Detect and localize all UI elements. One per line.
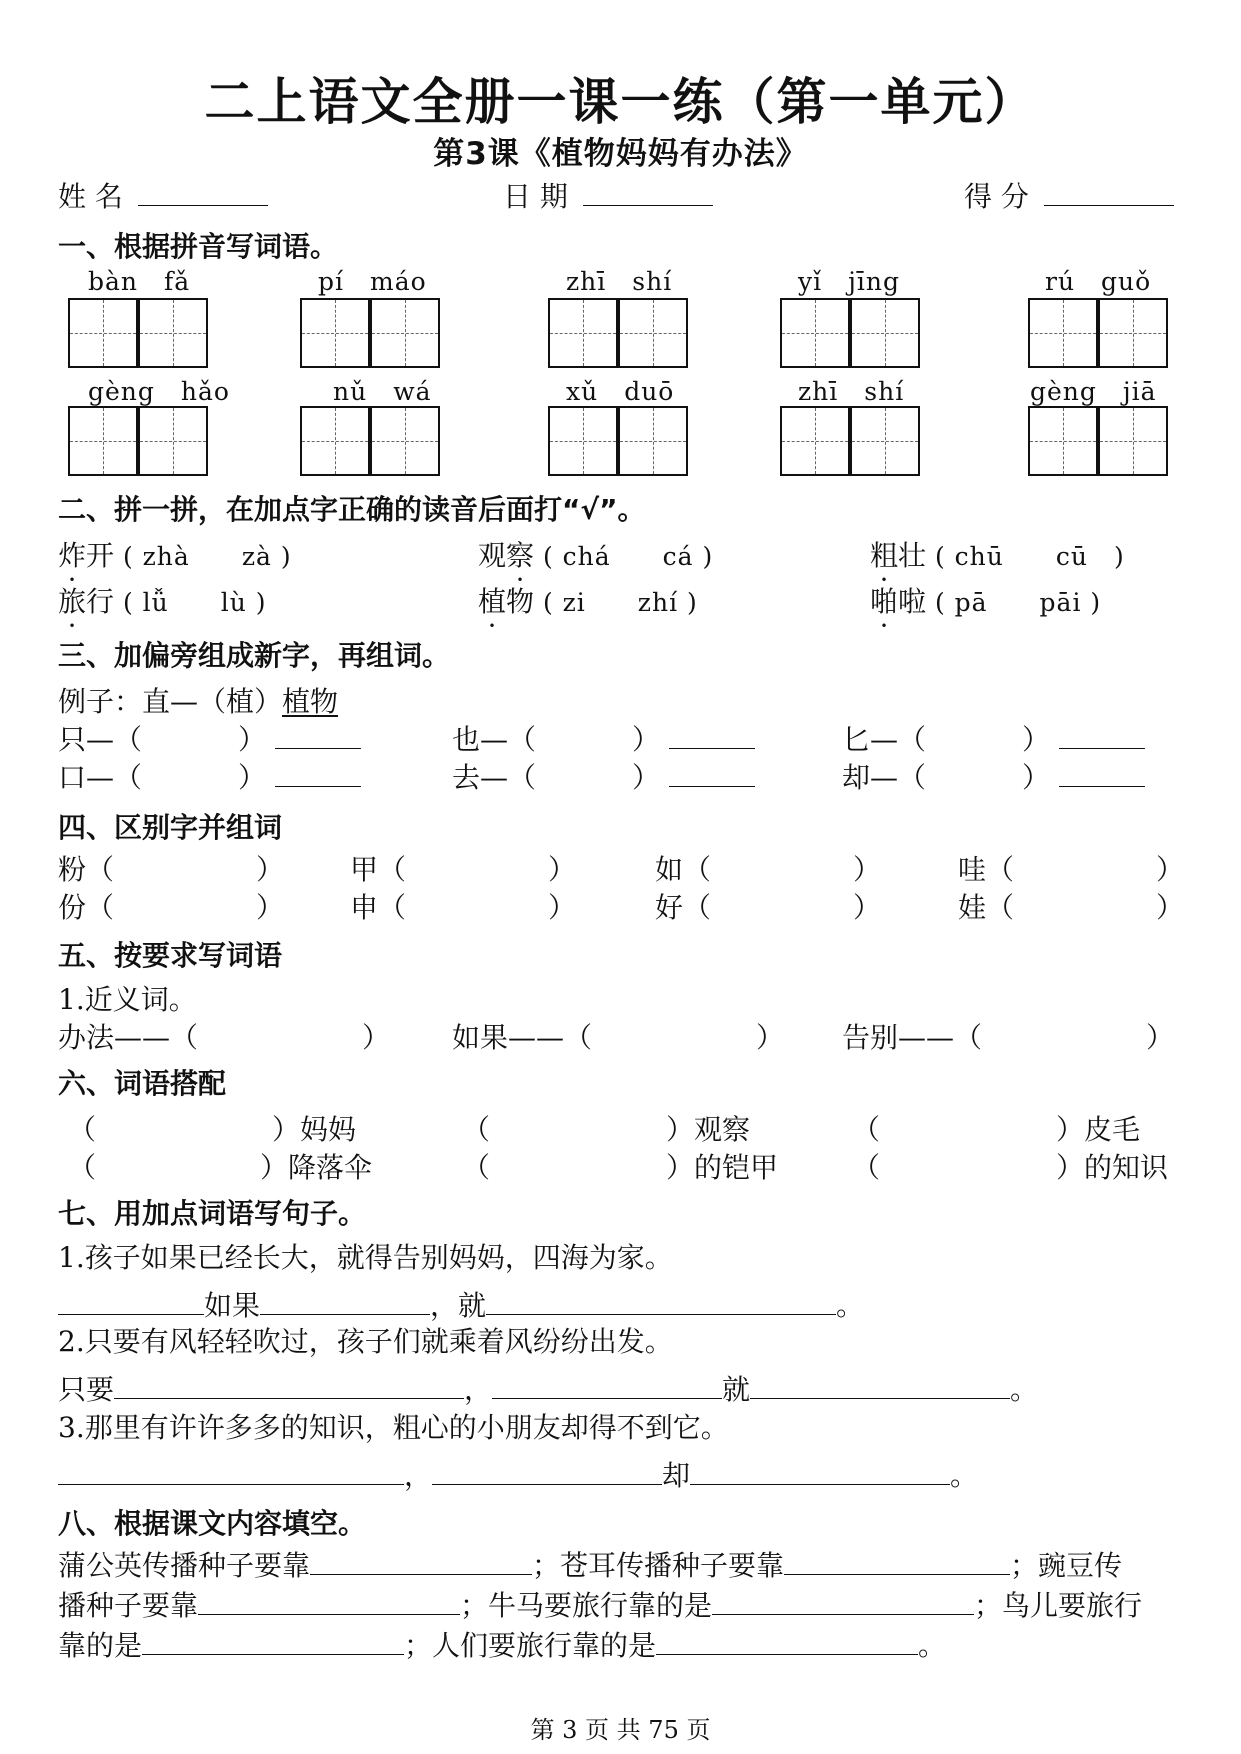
collocation-item: （ ）降落伞: [68, 1151, 373, 1184]
writing-grid[interactable]: [548, 406, 618, 476]
writing-grid[interactable]: [300, 298, 370, 368]
radical-item: 却—（ ）: [842, 756, 1145, 796]
writing-grid[interactable]: [780, 406, 850, 476]
writing-grid[interactable]: [1098, 298, 1168, 368]
char-compare-item: 粉（ ）: [58, 853, 285, 886]
example-word: 植物: [282, 685, 339, 718]
radical-item: 也—（ ）: [452, 718, 755, 758]
dotted-char: 炸: [58, 539, 87, 572]
reading-options[interactable]: ( chū cū ): [934, 542, 1125, 571]
reading-item: 植物 ( zi zhí ): [478, 585, 698, 618]
fill-line: 播种子要靠 ；牛马要旅行靠的是 ；鸟儿要旅行: [58, 1584, 1142, 1624]
synonym-item: 告别——（ ）: [842, 1021, 1175, 1054]
pinyin-label: zhī shí: [798, 377, 905, 406]
lesson-subtitle: 第3课《植物妈妈有办法》: [433, 136, 808, 172]
sentence-question-3: 3.那里有许许多多的知识，粗心的小朋友却得不到它。: [58, 1411, 729, 1444]
writing-grid[interactable]: [370, 298, 440, 368]
char-compare-item: 申（ ）: [350, 891, 577, 924]
pinyin-label: zhī shí: [566, 267, 673, 296]
page-number: 第 3 页 共 75 页: [530, 1716, 711, 1744]
char-compare-item: 如（ ）: [655, 853, 882, 886]
writing-grid[interactable]: [780, 298, 850, 368]
reading-options[interactable]: ( lǚ lù ): [122, 588, 267, 617]
sentence-answer-3: ， 却 。: [58, 1454, 978, 1494]
score-label: 得 分: [964, 180, 1029, 213]
pinyin-label: bàn fǎ: [88, 267, 191, 296]
date-blank[interactable]: [583, 177, 713, 206]
word-blank[interactable]: [669, 758, 755, 787]
section-7-title: 七、用加点词语写句子。: [58, 1197, 367, 1230]
pinyin-label: yǐ jīng: [798, 267, 900, 296]
writing-grid[interactable]: [68, 298, 138, 368]
section-1-title: 一、根据拼音写词语。: [58, 230, 339, 263]
collocation-item: （ ）妈妈: [68, 1113, 357, 1146]
reading-options[interactable]: ( zi zhí ): [542, 588, 698, 617]
name-label: 姓 名: [58, 180, 123, 213]
writing-grid[interactable]: [618, 406, 688, 476]
writing-grid[interactable]: [68, 406, 138, 476]
dotted-char: 啪: [870, 585, 899, 618]
writing-grid[interactable]: [138, 406, 208, 476]
pinyin-label: pí máo: [318, 267, 427, 296]
radical-item: 去—（ ）: [452, 756, 755, 796]
char-compare-item: 娃（ ）: [958, 891, 1185, 924]
dotted-char: 粗: [870, 539, 899, 572]
section-4-title: 四、区别字并组词: [58, 811, 283, 844]
date-label: 日 期: [503, 180, 568, 213]
collocation-item: （ ）的知识: [852, 1151, 1169, 1184]
reading-options[interactable]: ( chá cá ): [542, 542, 714, 571]
pinyin-label: nǔ wá: [333, 377, 432, 406]
synonym-item: 如果——（ ）: [452, 1021, 785, 1054]
reading-item: 旅行 ( lǚ lù ): [58, 585, 267, 618]
word-blank[interactable]: [275, 720, 361, 749]
word-blank[interactable]: [275, 758, 361, 787]
char-compare-item: 哇（ ）: [958, 853, 1185, 886]
sentence-answer-2: 只要 ， 就 。: [58, 1368, 1038, 1408]
date-field: [503, 175, 713, 215]
pinyin-label: gèng hǎo: [88, 377, 230, 406]
name-blank[interactable]: [138, 177, 268, 206]
writing-grid[interactable]: [850, 298, 920, 368]
radical-item: 口—（ ）: [58, 756, 361, 796]
sentence-answer-1: 如果 ，就 。: [58, 1284, 864, 1324]
score-blank[interactable]: [1044, 177, 1174, 206]
radical-item: 只—（ ）: [58, 718, 361, 758]
synonym-item: 办法——（ ）: [58, 1021, 391, 1054]
section-3-title: 三、加偏旁组成新字，再组词。: [58, 639, 451, 672]
fill-line: 靠的是 ；人们要旅行靠的是 。: [58, 1624, 946, 1664]
pinyin-label: gèng jiā: [1030, 377, 1157, 406]
reading-item: 观察 ( chá cá ): [478, 539, 714, 572]
sentence-question-2: 2.只要有风轻轻吹过，孩子们就乘着风纷纷出发。: [58, 1325, 673, 1358]
char-compare-item: 份（ ）: [58, 891, 285, 924]
writing-grid[interactable]: [1098, 406, 1168, 476]
reading-options[interactable]: ( pā pāi ): [934, 588, 1102, 617]
dotted-char: 旅: [58, 585, 87, 618]
collocation-item: （ ）的铠甲: [462, 1151, 779, 1184]
section-5-title: 五、按要求写词语: [58, 939, 283, 972]
synonym-subtitle: 1.近义词。: [58, 983, 197, 1016]
word-blank[interactable]: [1059, 720, 1145, 749]
char-compare-item: 好（ ）: [655, 891, 882, 924]
radical-item: 匕—（ ）: [842, 718, 1145, 758]
sentence-question-1: 1.孩子如果已经长大，就得告别妈妈，四海为家。: [58, 1241, 673, 1274]
name-field: [58, 175, 268, 215]
collocation-item: （ ）观察: [462, 1113, 751, 1146]
collocation-item: （ ）皮毛: [852, 1113, 1141, 1146]
writing-grid[interactable]: [1028, 406, 1098, 476]
char-compare-item: 甲（ ）: [350, 853, 577, 886]
writing-grid[interactable]: [138, 298, 208, 368]
pinyin-label: rú guǒ: [1045, 267, 1152, 296]
score-field: [964, 175, 1174, 215]
writing-grid[interactable]: [850, 406, 920, 476]
reading-item: 啪啦 ( pā pāi ): [870, 585, 1102, 618]
word-blank[interactable]: [1059, 758, 1145, 787]
page-title: 二上语文全册一课一练（第一单元）: [204, 73, 1037, 131]
writing-grid[interactable]: [300, 406, 370, 476]
section-6-title: 六、词语搭配: [58, 1067, 227, 1100]
writing-grid[interactable]: [618, 298, 688, 368]
pinyin-label: xǔ duō: [566, 377, 675, 406]
reading-options[interactable]: ( zhà zà ): [122, 542, 292, 571]
writing-grid[interactable]: [548, 298, 618, 368]
reading-item: 炸开 ( zhà zà ): [58, 539, 292, 572]
dotted-char: 察: [506, 539, 535, 572]
dotted-char: 植: [478, 585, 507, 618]
fill-line: 蒲公英传播种子要靠 ；苍耳传播种子要靠 ；豌豆传: [58, 1544, 1122, 1584]
example-line: 例子：直—（植）植物: [58, 685, 339, 718]
writing-grid[interactable]: [1028, 298, 1098, 368]
writing-grid[interactable]: [370, 406, 440, 476]
section-2-title: 二、拼一拼，在加点字正确的读音后面打“√”。: [58, 493, 646, 526]
section-8-title: 八、根据课文内容填空。: [58, 1507, 367, 1540]
reading-item: 粗壮 ( chū cū ): [870, 539, 1125, 572]
word-blank[interactable]: [669, 720, 755, 749]
